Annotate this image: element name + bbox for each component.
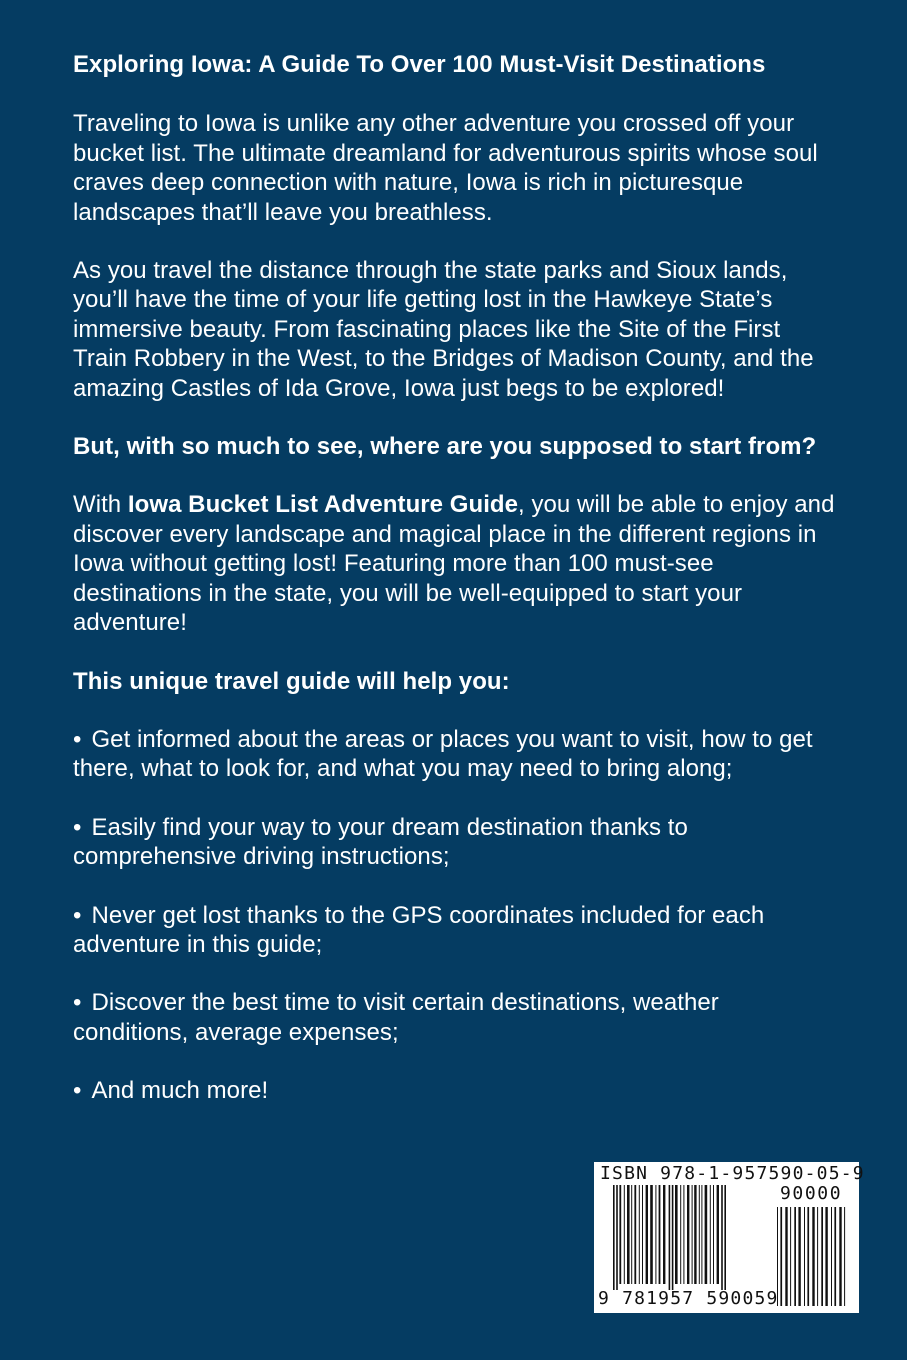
barcode-bar [634,1185,636,1284]
bullet-item [73,901,837,960]
bullet-dot: • [73,1077,82,1105]
price-code: 90000 [780,1183,843,1204]
barcode-bar [785,1207,787,1306]
barcode-bar [683,1185,684,1284]
barcode-bar [721,1185,723,1290]
barcode-bar [619,1185,621,1284]
barcode-bar [699,1185,700,1284]
bullet-item [73,813,837,872]
barcode-bar [616,1185,618,1290]
barcode-bar [613,1185,615,1290]
barcode-bar [817,1207,818,1306]
ean-number: 9 781957 590059 [598,1288,779,1309]
barcode-bar [798,1207,800,1306]
barcode-bar [825,1207,827,1306]
barcode-bar [650,1185,653,1284]
barcode-bar [639,1185,640,1284]
barcode-bar [631,1185,632,1284]
barcode-bar [672,1185,674,1290]
bullet-text: Discover the best time to visit certain destinations, weather conditions, average expenses; [73,989,719,1046]
bullet-item [73,988,837,1047]
barcode-bar [663,1185,665,1284]
bullet-text: And much more! [91,1077,269,1105]
barcode-bar [807,1207,809,1306]
barcode-bar [831,1207,832,1306]
bullet-text: Get informed about the areas or places you want to visit, how to get there, what to look for, and what you may need to bring along; [73,725,813,783]
bullet-text: Easily find your way to your dream destination thanks to comprehensive driving instructions; [73,813,688,871]
barcode-bar [642,1185,643,1284]
barcode-bar [780,1207,782,1306]
bullet-item [73,725,837,784]
barcode-bar [675,1185,678,1284]
bullet-item [73,1076,837,1105]
barcode-bar [717,1185,719,1284]
barcode-bar [724,1185,726,1290]
barcode-bar [646,1185,648,1284]
barcode-bar [821,1207,823,1306]
intro-paragraph: Traveling to Iowa is unlike any other adventure you crossed off your bucket list. The ultimate dreamland for adventurous spirits whose soul craves deep connection with nature, Iowa is rich in picturesque landscapes that’ll leave you breathless. [73,110,818,226]
bullet-dot: • [73,989,82,1017]
barcode-bar [687,1185,689,1284]
barcode-bar [701,1185,702,1284]
barcode-bar [794,1207,796,1306]
barcode-bar [680,1185,681,1284]
list-heading: This unique travel guide will help you: [73,667,510,695]
barcode-bar [659,1185,661,1284]
pitch-paragraph [73,490,837,637]
barcode-bar [844,1207,845,1306]
pitch-prefix: With [73,491,128,519]
book-title: Iowa Bucket List Adventure Guide [127,491,519,519]
barcode-bar [790,1207,791,1306]
barcode-bar [839,1207,841,1306]
bullet-dot: • [73,901,82,929]
barcode-bar [692,1185,693,1284]
barcode-bar [669,1185,671,1290]
barcode-bar [627,1185,630,1284]
question-heading: But, with so much to see, where are you supposed to start from? [73,433,817,461]
barcode-bar [694,1185,696,1284]
barcode-bar [713,1185,714,1284]
pitch-suffix: , you will be able to enjoy and discover every landscape and magical place in the different regions in Iowa without getting lost! Featuring more than 100 must-see destinations in the state, you will be well-equipped to start your adventure! [73,491,835,637]
barcode-bar [705,1185,708,1284]
bullet-dot: • [73,725,82,753]
barcode-bar [624,1185,625,1284]
bullet-text: Never get lost thanks to the GPS coordinates included for each adventure in this guide; [73,901,765,958]
cover-title: Exploring Iowa: A Guide To Over 100 Must-Visit Destinations [73,51,766,78]
barcode-bar [804,1207,805,1306]
bullet-dot: • [73,813,82,841]
body-paragraph: As you travel the distance through the state parks and Sioux lands, you’ll have the time of your life getting lost in the Hawkeye State’s immersive beauty. From fascinating places like the Site of the First Train Robbery in the West, to the Bridges of Madison County, and the amazing Castles of Ida Grove, Iowa just begs to be explored! [73,257,814,402]
barcode-bar [655,1185,656,1284]
barcode-bar [834,1207,836,1306]
barcode-bar [812,1207,814,1306]
isbn-barcode [594,1162,865,1313]
barcode-bar [710,1185,711,1284]
isbn-label: ISBN 978-1-957590-05-9 [600,1163,865,1184]
